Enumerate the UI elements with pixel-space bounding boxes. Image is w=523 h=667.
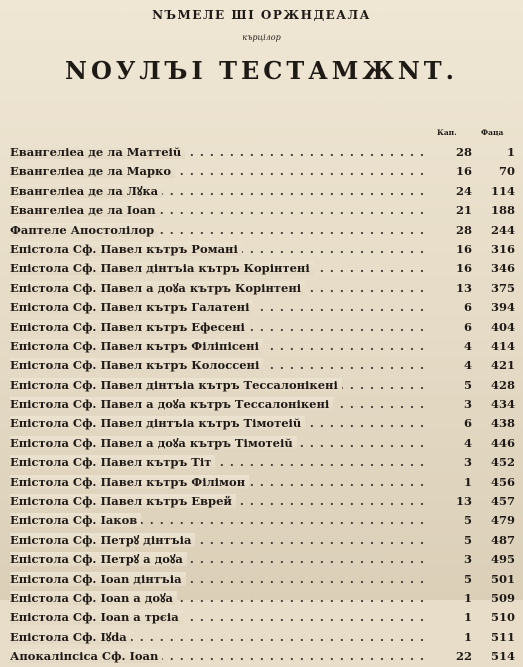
toc-row: [10, 453, 515, 472]
toc-entry-page: 487: [490, 532, 515, 547]
toc-entry-chapters: 6: [463, 319, 472, 334]
toc-entry-page: 244: [490, 222, 515, 237]
toc-row: [10, 376, 515, 395]
toc-entry-title: Епістола Сф. Ioan дінтъіа: [10, 572, 186, 586]
toc-entry-chapters: 1: [463, 610, 472, 625]
toc-entry-chapters: 3: [463, 455, 472, 470]
toc-row: [10, 589, 515, 608]
toc-entry-chapters: 1: [463, 629, 472, 644]
toc-entry-chapters: 4: [463, 338, 472, 353]
toc-row: [10, 318, 515, 337]
toc-entry-chapters: 22: [455, 649, 472, 664]
toc-entry-chapters: 4: [463, 358, 472, 373]
toc-entry-title: Апокаліпсіса Сф. Ioan: [10, 649, 162, 663]
toc-row: [10, 492, 515, 511]
toc-row: [10, 337, 515, 356]
toc-entry-title: Епістола Сф. Павел дінтъіа кътръ Корінтені: [10, 261, 314, 275]
toc-entry-page: 316: [490, 241, 515, 256]
toc-entry-title: Епістола Сф. Павел дінтъіа кътръ Тімотеіŭ: [10, 416, 305, 430]
toc-row: [10, 608, 515, 627]
toc-row: [10, 356, 515, 375]
chapters-column-header: Кап.: [437, 128, 457, 137]
toc-entry-page: 394: [490, 300, 515, 315]
toc-entry-title: Епістола Сф. Павел кътръ Романі: [10, 242, 242, 256]
toc-row: [10, 511, 515, 530]
toc-entry-chapters: 6: [463, 416, 472, 431]
toc-entry-title: Епістола Сф. Iꙋda: [10, 630, 131, 644]
toc-row: [10, 259, 515, 278]
toc-entry-chapters: 4: [463, 435, 472, 450]
heading-line-2: кърцілор: [242, 33, 281, 42]
toc-entry-title: Епістола Сф. Павел кътръ Філімон: [10, 475, 249, 489]
toc-entry-title: Епістола Сф. Павел а доꙋа кътръ Тімотеіŭ: [10, 436, 297, 450]
toc-entry-chapters: 5: [463, 377, 472, 392]
toc-entry-chapters: 6: [463, 300, 472, 315]
toc-entry-chapters: 3: [463, 552, 472, 567]
toc-entry-chapters: 16: [455, 261, 472, 276]
toc-row: [10, 201, 515, 220]
toc-entry-page: 375: [490, 280, 515, 295]
toc-entry-page: 428: [490, 377, 515, 392]
toc-entry-chapters: 5: [463, 513, 472, 528]
toc-entry-page: 70: [498, 164, 515, 179]
toc-row: [10, 240, 515, 259]
toc-entry-title: Епістола Сф. Павел кътръ Ефесені: [10, 320, 249, 334]
toc-entry-chapters: 21: [455, 203, 472, 218]
toc-row: [10, 162, 515, 181]
toc-entry-page: 188: [490, 203, 515, 218]
toc-entry-title: Епістола Сф. Павел а доꙋа кътръ Корінтені: [10, 281, 305, 295]
toc-row: [10, 298, 515, 317]
toc-entry-title: Епістола Сф. Павел а доꙋа кътръ Тессалонікені: [10, 397, 333, 411]
toc-row: [10, 182, 515, 201]
toc-entry-page: 346: [490, 261, 515, 276]
toc-entry-chapters: 1: [463, 474, 472, 489]
toc-entry-page: 501: [490, 571, 515, 586]
toc-entry-chapters: 5: [463, 571, 472, 586]
toc-entry-title: Епістола Сф. Павел кътръ Колоссені: [10, 358, 263, 372]
toc-entry-chapters: 13: [455, 280, 472, 295]
toc-entry-page: 434: [490, 397, 515, 412]
toc-entry-title: Епістола Сф. Петрꙋ дінтъіа: [10, 533, 195, 547]
toc-row: [10, 628, 515, 647]
toc-row: [10, 221, 515, 240]
toc-entry-page: 510: [490, 610, 515, 625]
toc-entry-title: Епістола Сф. Павел кътръ Галатені: [10, 300, 253, 314]
toc-row: [10, 473, 515, 492]
toc-entry-page: 509: [490, 590, 515, 605]
toc-row: [10, 414, 515, 433]
toc-entry-title: Епістола Сф. Ioan а доꙋа: [10, 591, 177, 605]
toc-entry-chapters: 3: [463, 397, 472, 412]
toc-entry-page: 404: [490, 319, 515, 334]
toc-entry-chapters: 1: [463, 590, 472, 605]
toc-entry-page: 495: [490, 552, 515, 567]
toc-entry-page: 421: [490, 358, 515, 373]
toc-entry-title: Епістола Сф. Іаков: [10, 513, 141, 527]
toc-entry-page: 457: [490, 494, 515, 509]
table-of-contents: [10, 143, 515, 667]
toc-row: [10, 279, 515, 298]
toc-entry-page: 1: [506, 145, 515, 159]
toc-entry-title: Епістола Сф. Павел кътръ Тіт: [10, 455, 215, 469]
toc-row: [10, 531, 515, 550]
toc-row: [10, 434, 515, 453]
toc-entry-title: Фаптеле Апостолілор: [10, 223, 158, 237]
toc-entry-chapters: 13: [455, 494, 472, 509]
toc-entry-title: Евангеліеа де ла Марко: [10, 164, 175, 178]
toc-row: [10, 550, 515, 569]
toc-entry-chapters: 16: [455, 241, 472, 256]
toc-entry-chapters: 16: [455, 164, 472, 179]
toc-entry-page: 452: [490, 455, 515, 470]
toc-entry-title: Евангеліеа де ла Лꙋка: [10, 184, 162, 198]
toc-entry-page: 414: [490, 338, 515, 353]
toc-row: [10, 395, 515, 414]
toc-entry-page: 479: [490, 513, 515, 528]
toc-entry-page: 446: [490, 435, 515, 450]
toc-entry-title: Евангеліеа де ла Ioan: [10, 203, 160, 217]
toc-entry-chapters: 5: [463, 532, 472, 547]
heading-line-1: NЪMЕЛЕ ШI OРЖНДЕАЛА: [152, 8, 371, 22]
toc-entry-page: 114: [490, 183, 515, 198]
toc-entry-chapters: 28: [455, 145, 472, 159]
toc-entry-chapters: 24: [455, 183, 472, 198]
toc-entry-page: 438: [490, 416, 515, 431]
toc-row: [10, 570, 515, 589]
toc-entry-title: Епістола Сф. Павел кътръ Еврей: [10, 494, 236, 508]
toc-row: [10, 143, 515, 162]
toc-entry-title: Евангеліеа де ла Маттеіŭ: [10, 145, 185, 159]
toc-entry-chapters: 28: [455, 222, 472, 237]
toc-entry-page: 514: [490, 649, 515, 664]
toc-entry-title: Епістола Сф. Павел кътръ Філіпісені: [10, 339, 263, 353]
book-title: NОУЛЪI ТЕСТАМЖNТ.: [65, 56, 458, 85]
toc-entry-title: Епістола Сф. Ioan а трєіа: [10, 610, 183, 624]
page-column-header: Фаца: [481, 128, 504, 137]
toc-row: [10, 647, 515, 666]
toc-entry-title: Епістола Сф. Петрꙋ а доꙋа: [10, 552, 187, 566]
toc-entry-title: Епістола Сф. Павел дінтъіа кътръ Тессалонікені: [10, 378, 342, 392]
toc-entry-page: 511: [490, 629, 515, 644]
toc-entry-page: 456: [490, 474, 515, 489]
column-headers: [425, 128, 515, 142]
